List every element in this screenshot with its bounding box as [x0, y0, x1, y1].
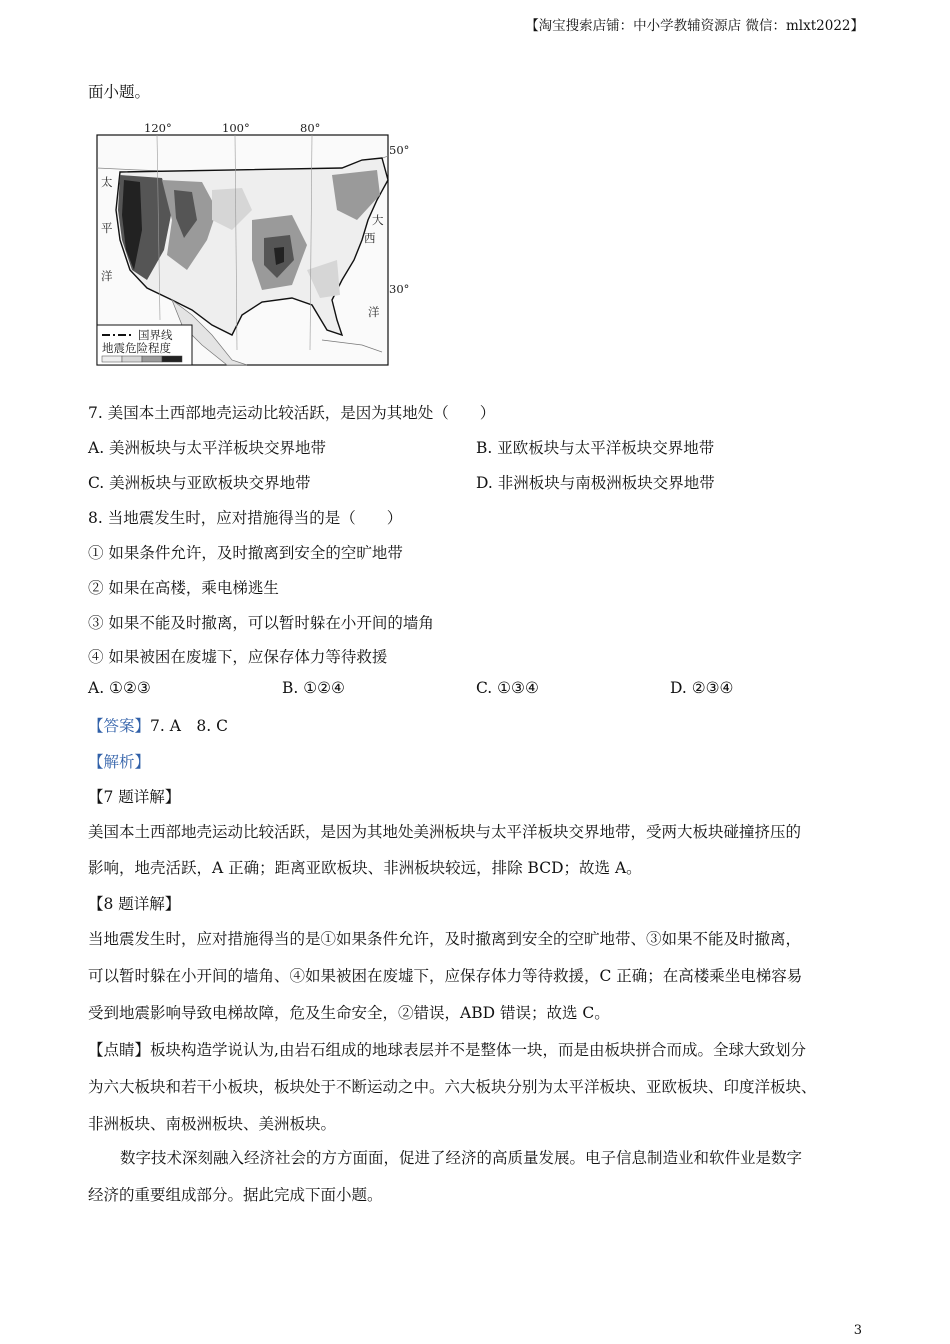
q7-option-d: D. 非洲板块与南极洲板块交界地带: [476, 474, 715, 492]
analysis-label: 【解析】: [88, 753, 151, 771]
lon-120-label: 120°: [144, 121, 172, 135]
page-header: 【淘宝搜索店铺：中小学教辅资源店 微信：mlxt2022】: [525, 18, 864, 34]
next-intro-line-1: 数字技术深刻融入经济社会的方方面面，促进了经济的高质量发展。电子信息制造业和软件业是数字: [120, 1149, 803, 1167]
us-earthquake-risk-map: [92, 120, 412, 370]
detail7-line-2: 影响，地壳活跃，A 正确；距离亚欧板块、非洲板块较远，排除 BCD；故选 A。: [88, 859, 642, 877]
lon-80-label: 80°: [300, 121, 321, 135]
q7-option-b: B. 亚欧板块与太平洋板块交界地带: [476, 439, 715, 457]
pacific-char-3: 洋: [101, 269, 113, 283]
answer-label: 【答案】: [88, 717, 151, 735]
atlantic-char-2: 西: [364, 231, 376, 245]
q7-option-c: C. 美洲板块与亚欧板块交界地带: [88, 474, 311, 492]
q8-option-d: D. ②③④: [670, 679, 734, 697]
atlantic-char-3: 洋: [368, 305, 380, 319]
detail8-line-1: 当地震发生时，应对措施得当的是①如果条件允许，及时撤离到安全的空旷地带、③如果不能及时撤离，: [88, 930, 802, 948]
answer-line: [88, 714, 228, 736]
tip-line-3: 非洲板块、南极洲板块、美洲板块。: [88, 1115, 337, 1133]
intro-tail: 面小题。: [88, 83, 151, 101]
q8-item-3: ③ 如果不能及时撤离，可以暂时躲在小开间的墙角: [88, 614, 434, 632]
detail8-line-2: 可以暂时躲在小开间的墙角、④如果被困在废墟下，应保存体力等待救援，C 正确；在高楼乘坐电梯容易: [88, 967, 803, 985]
q8-item-4: ④ 如果被困在废墟下，应保存体力等待救援: [88, 648, 388, 666]
lon-100-label: 100°: [222, 121, 250, 135]
q8-stem: 8. 当地震发生时，应对措施得当的是（ ）: [88, 509, 403, 527]
detail7-label: 【7 题详解】: [88, 788, 181, 806]
detail8-line-3: 受到地震影响导致电梯故障，危及生命安全，②错误，ABD 错误；故选 C。: [88, 1004, 610, 1022]
lat-30-label: 30°: [389, 282, 410, 296]
q8-option-a: A. ①②③: [88, 679, 151, 697]
q7-option-a: A. 美洲板块与太平洋板块交界地带: [88, 439, 327, 457]
tip-label: 【点睛】: [88, 1041, 151, 1059]
page-number: 3: [853, 1323, 862, 1338]
tip-line-1: [88, 1038, 806, 1060]
q8-option-b: B. ①②④: [282, 679, 345, 697]
pacific-char-1: 太: [101, 175, 113, 189]
q7-stem: 7. 美国本土西部地壳运动比较活跃，是因为其地处（ ）: [88, 404, 496, 422]
q8-item-1: ① 如果条件允许，及时撤离到安全的空旷地带: [88, 544, 403, 562]
atlantic-char-1: 大: [372, 213, 384, 227]
tip-line-2: 为六大板块和若干小板块，板块处于不断运动之中。六大板块分别为太平洋板块、亚欧板块、印度洋板块、: [88, 1078, 817, 1096]
answer-text: 7. A 8. C: [150, 717, 229, 735]
tip-text-1: 板块构造学说认为,由岩石组成的地球表层并不是整体一块，而是由板块拼合而成。全球大致划分: [150, 1041, 806, 1059]
legend-border-label: 国界线: [138, 328, 173, 342]
detail8-label: 【8 题详解】: [88, 895, 181, 913]
lat-50-label: 50°: [389, 143, 410, 157]
next-intro-line-2: 经济的重要组成部分。据此完成下面小题。: [88, 1186, 383, 1204]
legend-risk-label: 地震危险程度: [102, 341, 171, 355]
detail7-line-1: 美国本土西部地壳运动比较活跃，是因为其地处美洲板块与太平洋板块交界地带，受两大板块碰撞挤压的: [88, 823, 802, 841]
q8-item-2: ② 如果在高楼，乘电梯逃生: [88, 579, 279, 597]
q8-option-c: C. ①③④: [476, 679, 539, 697]
pacific-char-2: 平: [101, 221, 113, 235]
